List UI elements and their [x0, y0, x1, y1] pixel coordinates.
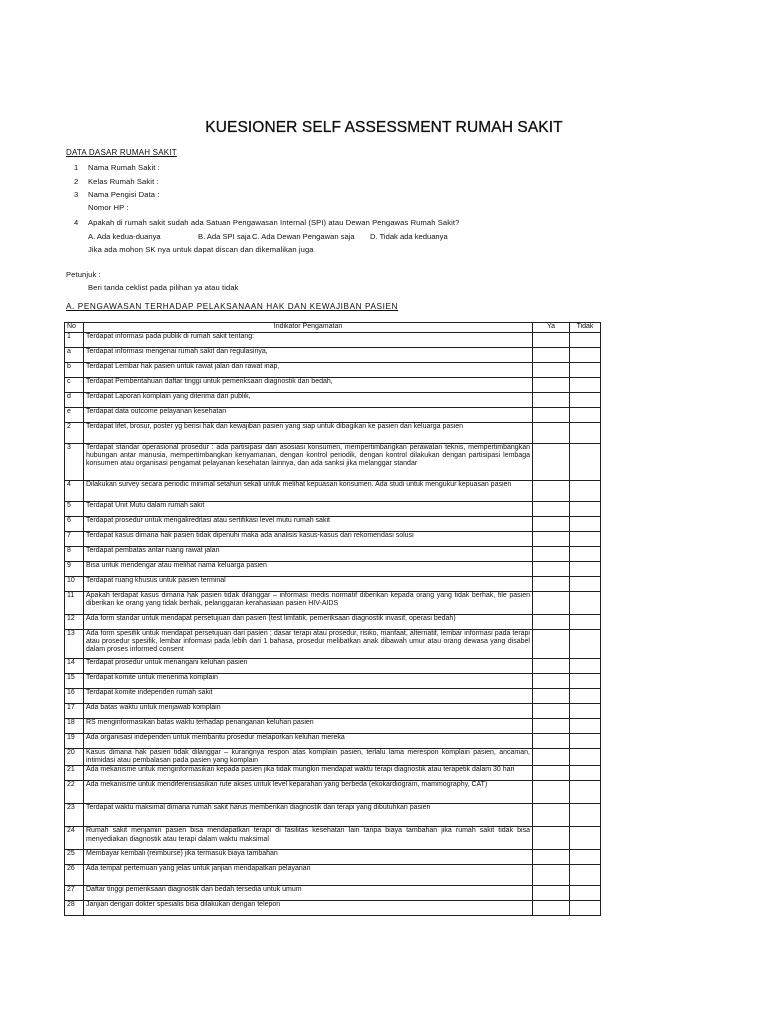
ya-checkbox-cell[interactable]: [533, 749, 570, 766]
question-spi: Apakah di rumah sakit sudah ada Satuan Pengawasan Internal (SPI) atau Dewan Pengawas Rumah Sakit?: [88, 218, 460, 227]
row-indicator: Ada tempat pertemuan yang jelas untuk janjian mendapatkan pelayanan: [84, 865, 533, 886]
table-row: [65, 901, 601, 916]
row-number: 2: [65, 423, 84, 444]
tidak-checkbox-cell[interactable]: [570, 592, 601, 615]
ya-checkbox-cell[interactable]: [533, 781, 570, 804]
table-row: [65, 577, 601, 592]
table-row: [65, 674, 601, 689]
row-indicator: Terdapat informasi pada publik di rumah sakit tentang:: [84, 333, 533, 348]
ya-checkbox-cell[interactable]: [533, 865, 570, 886]
ya-checkbox-cell[interactable]: [533, 886, 570, 901]
tidak-checkbox-cell[interactable]: [570, 886, 601, 901]
row-number: 27: [65, 886, 84, 901]
tidak-checkbox-cell[interactable]: [570, 393, 601, 408]
row-indicator: Terdapat komite independen rumah sakit: [84, 689, 533, 704]
table-row: [65, 592, 601, 615]
field-kelas-rumah-sakit: Kelas Rumah Sakit :: [88, 177, 159, 186]
row-number: 23: [65, 804, 84, 827]
table-row: [65, 378, 601, 393]
column-header-ya: Ya: [533, 323, 570, 333]
row-number: 18: [65, 719, 84, 734]
item-number: 4: [74, 218, 79, 227]
ya-checkbox-cell[interactable]: [533, 423, 570, 444]
tidak-checkbox-cell[interactable]: [570, 615, 601, 630]
table-row: [65, 363, 601, 378]
row-indicator: Terdapat prosedur untuk mengakreditasi atau sertifikasi level mutu rumah sakit: [84, 517, 533, 532]
row-number: 22: [65, 781, 84, 804]
table-row: [65, 781, 601, 804]
table-row: [65, 393, 601, 408]
row-number: 21: [65, 766, 84, 781]
row-indicator: Terdapat pembatas antar ruang rawat jalan: [84, 547, 533, 562]
row-number: 28: [65, 901, 84, 916]
table-row: [65, 348, 601, 363]
tidak-checkbox-cell[interactable]: [570, 532, 601, 547]
column-header-no: No: [65, 323, 84, 333]
option-b: B. Ada SPI saja: [198, 232, 251, 241]
column-header-indikator: Indikator Pengamatan: [84, 323, 533, 333]
tidak-checkbox-cell[interactable]: [570, 408, 601, 423]
row-number: 13: [65, 630, 84, 659]
column-header-tidak: Tidak: [570, 323, 601, 333]
row-indicator: Daftar tinggi pemeriksaan diagnostik dan bedah tersedia untuk umum: [84, 886, 533, 901]
row-indicator: Terdapat lifet, brosur, poster yg berisi hak dan kewajiban pasien yang siap untuk dibagikan ke pasien dan keluarga pasien: [84, 423, 533, 444]
row-number: 24: [65, 827, 84, 850]
tidak-checkbox-cell[interactable]: [570, 781, 601, 804]
ya-checkbox-cell[interactable]: [533, 378, 570, 393]
table-row: [65, 886, 601, 901]
row-number: 7: [65, 532, 84, 547]
row-number: 20: [65, 749, 84, 766]
ya-checkbox-cell[interactable]: [533, 766, 570, 781]
row-indicator: RS menginformasikan batas waktu terhadap penanganan keluhan pasien: [84, 719, 533, 734]
row-indicator: Ada organisasi independen untuk membantu prosedur melaporkan keluhan mereka: [84, 734, 533, 749]
ya-checkbox-cell[interactable]: [533, 659, 570, 674]
tidak-checkbox-cell[interactable]: [570, 659, 601, 674]
row-number: 17: [65, 704, 84, 719]
table-row: [65, 423, 601, 444]
petunjuk-text: Beri tanda ceklist pada pilihan ya atau tidak: [88, 283, 239, 292]
tidak-checkbox-cell[interactable]: [570, 734, 601, 749]
tidak-checkbox-cell[interactable]: [570, 630, 601, 659]
row-number: a: [65, 348, 84, 363]
table-row: [65, 749, 601, 766]
table-row: [65, 850, 601, 865]
table-row: [65, 689, 601, 704]
row-indicator: Janjian dengan dokter spesialis bisa dilakukan dengan telepon: [84, 901, 533, 916]
tidak-checkbox-cell[interactable]: [570, 704, 601, 719]
row-number: 26: [65, 865, 84, 886]
ya-checkbox-cell[interactable]: [533, 592, 570, 615]
row-indicator: Terdapat ruang khusus untuk pasien terminal: [84, 577, 533, 592]
section-a-heading: A. PENGAWASAN TERHADAP PELAKSANAAN HAK DAN KEWAJIBAN PASIEN: [66, 302, 399, 311]
row-number: 1: [65, 333, 84, 348]
ya-checkbox-cell[interactable]: [533, 827, 570, 850]
row-number: 9: [65, 562, 84, 577]
table-row: [65, 719, 601, 734]
document-title: KUESIONER SELF ASSESSMENT RUMAH SAKIT: [205, 119, 563, 136]
row-indicator: Terdapat Pemberitahuan daftar tinggi untuk pemeriksaan diagnostik dan bedah,: [84, 378, 533, 393]
table-row: [65, 865, 601, 886]
table-row: [65, 630, 601, 659]
tidak-checkbox-cell[interactable]: [570, 562, 601, 577]
row-indicator: Terdapat waktu maksimal dimana rumah sakit harus memberikan diagnostik dan terapi yang dibutuhkan pasien: [84, 804, 533, 827]
ya-checkbox-cell[interactable]: [533, 348, 570, 363]
ya-checkbox-cell[interactable]: [533, 408, 570, 423]
ya-checkbox-cell[interactable]: [533, 615, 570, 630]
row-indicator: Terdapat Lembar hak pasien untuk rawat jalan dan rawat inap,: [84, 363, 533, 378]
tidak-checkbox-cell[interactable]: [570, 333, 601, 348]
tidak-checkbox-cell[interactable]: [570, 766, 601, 781]
ya-checkbox-cell[interactable]: [533, 333, 570, 348]
row-number: d: [65, 393, 84, 408]
ya-checkbox-cell[interactable]: [533, 689, 570, 704]
row-indicator: Bisa untuk mendengar atau melihat nama keluarga pasien: [84, 562, 533, 577]
row-number: 15: [65, 674, 84, 689]
tidak-checkbox-cell[interactable]: [570, 378, 601, 393]
row-number: c: [65, 378, 84, 393]
tidak-checkbox-cell[interactable]: [570, 804, 601, 827]
ya-checkbox-cell[interactable]: [533, 517, 570, 532]
tidak-checkbox-cell[interactable]: [570, 749, 601, 766]
petunjuk-label: Petunjuk :: [66, 270, 101, 279]
row-indicator: Terdapat prosedur untuk menangani keluhan pasien: [84, 659, 533, 674]
field-nama-rumah-sakit: Nama Rumah Sakit :: [88, 163, 160, 172]
ya-checkbox-cell[interactable]: [533, 502, 570, 517]
row-indicator: Ada batas waktu untuk menjawab komplain: [84, 704, 533, 719]
ya-checkbox-cell[interactable]: [533, 393, 570, 408]
row-indicator: Ada form standar untuk mendapat persetujuan dari pasien (test limfatik, pemeriksaan diagnostik invasif, operasi bedah): [84, 615, 533, 630]
row-indicator: Kasus dimana hak pasien tidak dilanggar – kurangnya respon atas komplain pasien, terlalu lama merespon komplain pasien, ancaman, intimidasi atau pembalasan pada pasien yang komplain: [84, 749, 533, 766]
row-number: 10: [65, 577, 84, 592]
questionnaire-table: [64, 322, 601, 916]
row-number: 5: [65, 502, 84, 517]
tidak-checkbox-cell[interactable]: [570, 444, 601, 481]
row-indicator: Dilakukan survey secara periodic minimal setahun sekali untuk melihat kepuasan konsumen. Ada studi untuk mengukur kepuasan pasien: [84, 481, 533, 502]
table-row: [65, 444, 601, 481]
table-row: [65, 562, 601, 577]
row-indicator: Membayar kembali (reimburse) jika termasuk biaya tambahan: [84, 850, 533, 865]
row-number: b: [65, 363, 84, 378]
table-row: [65, 502, 601, 517]
tidak-checkbox-cell[interactable]: [570, 865, 601, 886]
tidak-checkbox-cell[interactable]: [570, 719, 601, 734]
table-row: [65, 734, 601, 749]
table-row: [65, 766, 601, 781]
data-dasar-heading: DATA DASAR RUMAH SAKIT: [66, 148, 177, 157]
ya-checkbox-cell[interactable]: [533, 363, 570, 378]
table-header-row: [65, 323, 601, 333]
table-row: [65, 659, 601, 674]
sk-note: Jika ada mohon SK nya untuk dapat discan dan dikemalikan juga: [88, 245, 314, 254]
row-number: 11: [65, 592, 84, 615]
tidak-checkbox-cell[interactable]: [570, 502, 601, 517]
table-row: [65, 517, 601, 532]
row-indicator: Terdapat Laporan komplain yang diterima dari publik,: [84, 393, 533, 408]
row-number: 16: [65, 689, 84, 704]
option-a: A. Ada kedua-duanya: [88, 232, 161, 241]
field-nama-pengisi-data: Nama Pengisi Data :: [88, 190, 160, 199]
row-indicator: Terdapat komite untuk menerima komplain: [84, 674, 533, 689]
row-indicator: Ada form spesifik untuk mendapat persetujuan dari pasien ; dasar terapi atau prosedur, risiko, manfaat, alternatif, lembar informasi pada terapi atau prosedur spesifik, lembar informasi pada lebih dari 1 bahasa, prosedur melibatkan anak dibawah umur atau orang dewasa yang disabel dalam proses informed consent: [84, 630, 533, 659]
option-d: D. Tidak ada keduanya: [370, 232, 448, 241]
tidak-checkbox-cell[interactable]: [570, 481, 601, 502]
row-indicator: Terdapat Unit Mutu dalam rumah sakit: [84, 502, 533, 517]
tidak-checkbox-cell[interactable]: [570, 547, 601, 562]
row-indicator: Terdapat data outcome pelayanan kesehatan: [84, 408, 533, 423]
table-row: [65, 827, 601, 850]
row-indicator: Ada mekanisme untuk menginformasikan kepada pasien jika tidak mungkin mendapat waktu terapi diagnostik atau terapetik dalam 30 hari: [84, 766, 533, 781]
row-number: e: [65, 408, 84, 423]
tidak-checkbox-cell[interactable]: [570, 674, 601, 689]
table-row: [65, 547, 601, 562]
tidak-checkbox-cell[interactable]: [570, 517, 601, 532]
ya-checkbox-cell[interactable]: [533, 719, 570, 734]
item-number: 1: [74, 163, 79, 172]
ya-checkbox-cell[interactable]: [533, 630, 570, 659]
item-number: 2: [74, 177, 79, 186]
table-row: [65, 704, 601, 719]
ya-checkbox-cell[interactable]: [533, 704, 570, 719]
row-indicator: Terdapat standar operasional prosedur : ada partisipasi dari asosiasi konsumen, mempertimbangkan perawatan teknis, mempertimbangkan hubungan antar manusia, mempertimbangkan kenyamanan, dengan kontrol periodik, dengan kontrol dilakukan dengan partisipasi lembaga konsumen atau organisasi pengamat pelayanan kesehatan lainnya, dan ada sanksi jika melanggar standar: [84, 444, 533, 481]
ya-checkbox-cell[interactable]: [533, 901, 570, 916]
tidak-checkbox-cell[interactable]: [570, 348, 601, 363]
row-indicator: Terdapat informasi mengenai rumah sakit dan regulasinya,: [84, 348, 533, 363]
tidak-checkbox-cell[interactable]: [570, 689, 601, 704]
row-number: 6: [65, 517, 84, 532]
ya-checkbox-cell[interactable]: [533, 734, 570, 749]
table-row: [65, 333, 601, 348]
tidak-checkbox-cell[interactable]: [570, 363, 601, 378]
row-indicator: Ada mekanisme untuk mendiferensiasikan rute akses untuk level keparahan yang berbeda (ekokardiogram, mammography, CAT): [84, 781, 533, 804]
tidak-checkbox-cell[interactable]: [570, 577, 601, 592]
ya-checkbox-cell[interactable]: [533, 481, 570, 502]
table-row: [65, 408, 601, 423]
field-nomor-hp: Nomor HP :: [88, 203, 129, 212]
table-row: [65, 532, 601, 547]
ya-checkbox-cell[interactable]: [533, 532, 570, 547]
row-number: 14: [65, 659, 84, 674]
row-number: 4: [65, 481, 84, 502]
row-number: 12: [65, 615, 84, 630]
item-number: 3: [74, 190, 79, 199]
ya-checkbox-cell[interactable]: [533, 547, 570, 562]
row-indicator: Terdapat kasus dimana hak pasien tidak dipenuhi maka ada analisis kasus-kasus dan rekomendasi solusi: [84, 532, 533, 547]
row-number: 19: [65, 734, 84, 749]
ya-checkbox-cell[interactable]: [533, 562, 570, 577]
ya-checkbox-cell[interactable]: [533, 577, 570, 592]
row-number: 8: [65, 547, 84, 562]
row-number: 3: [65, 444, 84, 481]
ya-checkbox-cell[interactable]: [533, 850, 570, 865]
table-row: [65, 615, 601, 630]
tidak-checkbox-cell[interactable]: [570, 901, 601, 916]
table-row: [65, 481, 601, 502]
tidak-checkbox-cell[interactable]: [570, 827, 601, 850]
tidak-checkbox-cell[interactable]: [570, 423, 601, 444]
row-indicator: Rumah sakit menjamin pasien bisa mendapatkan terapi di fasilitas kesehatan lain tanpa biaya tambahan jika rumah sakit tidak bisa menyediakan diagnostik atau terapi dalam waktu maksimal: [84, 827, 533, 850]
option-c: C. Ada Dewan Pengawan saja: [252, 232, 355, 241]
row-indicator: Apakah terdapat kasus dimana hak pasien tidak dilanggar – informasi medis normatif diberikan kepada orang yang tidak berhak, file pasien diberikan ke orang yang tidak berhak, pelanggaran kerahasiaan pasien HIV-AIDS: [84, 592, 533, 615]
ya-checkbox-cell[interactable]: [533, 674, 570, 689]
ya-checkbox-cell[interactable]: [533, 444, 570, 481]
ya-checkbox-cell[interactable]: [533, 804, 570, 827]
table-row: [65, 804, 601, 827]
row-number: 25: [65, 850, 84, 865]
tidak-checkbox-cell[interactable]: [570, 850, 601, 865]
